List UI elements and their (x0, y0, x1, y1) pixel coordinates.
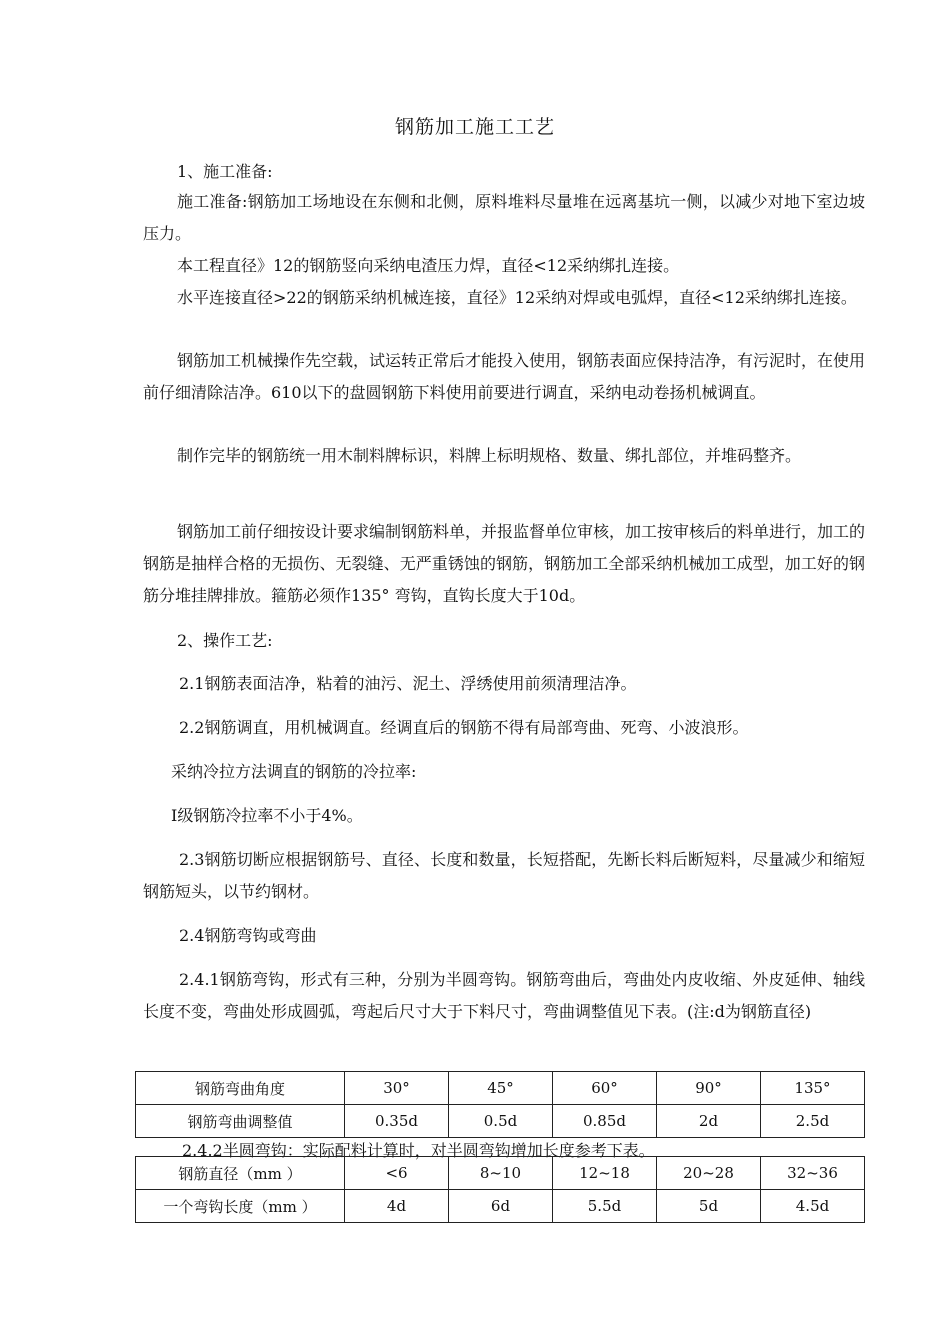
table-cell: 12~18 (553, 1157, 657, 1190)
page-title: 钢筋加工施工工艺 (394, 116, 555, 138)
paragraph-vertical-connection: 本工程直径》12的钢筋竖向采纳电渣压力焊，直径<12采纳绑扎连接。 (177, 256, 680, 275)
hook-length-table (135, 1156, 865, 1223)
table-cell: 5d (657, 1190, 761, 1223)
table-cell: 4.5d (761, 1190, 865, 1223)
table-cell: 135° (761, 1072, 865, 1105)
table-cell: 4d (345, 1190, 449, 1223)
paragraph-2-4: 2.4钢筋弯钩或弯曲 (179, 926, 317, 945)
table-cell: 8~10 (449, 1157, 553, 1190)
table-cell: 5.5d (553, 1190, 657, 1223)
section-heading-preparation: 1、施工准备: (177, 162, 273, 181)
table-cell: <6 (345, 1157, 449, 1190)
section-heading-process: 2、操作工艺: (177, 631, 273, 650)
table-cell: 0.35d (345, 1105, 449, 1138)
table-cell: 60° (553, 1072, 657, 1105)
table-cell: 2d (657, 1105, 761, 1138)
paragraph-2-3: 2.3钢筋切断应根据钢筋号、直径、长度和数量，长短搭配，先断长料后断短料，尽量减少和缩短钢筋短头，以节约钢材。 (143, 850, 865, 901)
table-cell: 0.85d (553, 1105, 657, 1138)
table-cell: 钢筋弯曲角度 (136, 1072, 345, 1105)
paragraph-2-1: 2.1钢筋表面洁净，粘着的油污、泥土、浮绣使用前须清理洁净。 (179, 674, 637, 693)
paragraph-2-4-2: 2.4.2半圆弯钩：实际配料计算时，对半圆弯钩增加长度参考下表。 (182, 1141, 655, 1160)
table-row (136, 1072, 865, 1105)
paragraph-material-list: 钢筋加工前仔细按设计要求编制钢筋料单，并报监督单位审核，加工按审核后的料单进行，加工的钢筋是抽样合格的无损伤、无裂缝、无严重锈蚀的钢筋，钢筋加工全部采纳机械加工成型，加工好的钢筋分堆挂牌排放。箍筋必须作135° 弯钩，直钩长度大于10d。 (143, 522, 866, 605)
table-cell: 2.5d (761, 1105, 865, 1138)
table-cell: 90° (657, 1072, 761, 1105)
paragraph-site-preparation: 施工准备:钢筋加工场地设在东侧和北侧，原料堆料尽量堆在远离基坑一侧，以减少对地下室边坡压力。 (143, 192, 865, 243)
table-cell: 20~28 (657, 1157, 761, 1190)
paragraph-cold-drawing-rate: I级钢筋冷拉率不小于4%。 (171, 806, 363, 825)
table-cell: 30° (345, 1072, 449, 1105)
table-row (136, 1190, 865, 1223)
table-row (136, 1157, 865, 1190)
table-cell: 钢筋弯曲调整值 (136, 1105, 345, 1138)
table-cell: 钢筋直径（mm ） (136, 1157, 345, 1190)
table-cell: 32~36 (761, 1157, 865, 1190)
paragraph-labeling: 制作完毕的钢筋统一用木制料牌标识，料牌上标明规格、数量、绑扎部位，并堆码整齐。 (177, 446, 802, 465)
table-cell: 6d (449, 1190, 553, 1223)
paragraph-2-4-1: 2.4.1钢筋弯钩，形式有三种，分别为半圆弯钩。钢筋弯曲后，弯曲处内皮收缩、外皮延伸、轴线长度不变，弯曲处形成圆弧，弯起后尺寸大于下料尺寸，弯曲调整值见下表。(注:d为钢筋直径) (143, 970, 865, 1021)
bend-adjustment-table (135, 1071, 865, 1138)
paragraph-horizontal-connection: 水平连接直径>22的钢筋采纳机械连接，直径》12采纳对焊或电弧焊，直径<12采纳绑扎连接。 (177, 288, 857, 307)
table-cell: 一个弯钩长度（mm ） (136, 1190, 345, 1223)
table-row (136, 1105, 865, 1138)
table-cell: 45° (449, 1072, 553, 1105)
paragraph-machine-operation: 钢筋加工机械操作先空载，试运转正常后才能投入使用，钢筋表面应保持洁净，有污泥时，在使用前仔细清除洁净。610以下的盘圆钢筋下料使用前要进行调直，采纳电动卷扬机械调直。 (143, 351, 866, 402)
paragraph-cold-drawing: 采纳冷拉方法调直的钢筋的冷拉率: (171, 762, 417, 781)
paragraph-2-2: 2.2钢筋调直，用机械调直。经调直后的钢筋不得有局部弯曲、死弯、小波浪形。 (179, 718, 749, 737)
table-cell: 0.5d (449, 1105, 553, 1138)
